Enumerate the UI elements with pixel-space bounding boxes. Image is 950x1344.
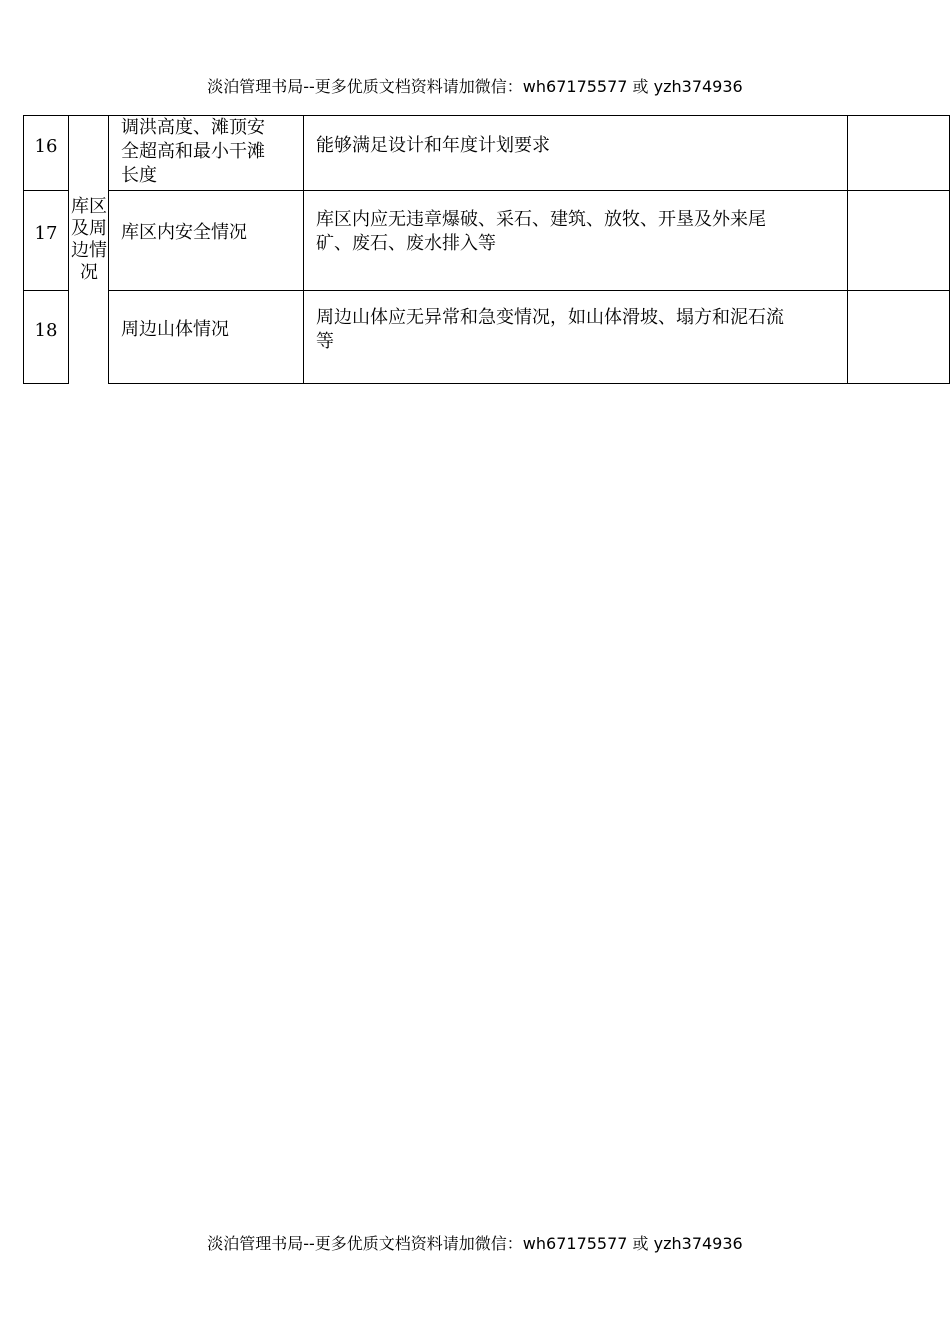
- row-item: [121, 221, 296, 245]
- row-divider-16-17-number: [23, 190, 69, 191]
- row-number: 18: [34, 320, 58, 341]
- table-border-bottom-number: [23, 383, 69, 384]
- item-line: 调洪高度、滩顶安: [121, 117, 265, 138]
- item-line: 库区内安全情况: [121, 222, 247, 243]
- inspection-table: [0, 0, 950, 400]
- requirement-line: 周边山体应无异常和急变情况，如山体滑坡、塌方和泥石流: [316, 307, 784, 328]
- row-number: 17: [34, 223, 58, 244]
- row-item: [121, 116, 296, 188]
- row-divider-16-17: [108, 190, 950, 191]
- column-divider-item: [303, 115, 304, 384]
- header-watermark: 淡泊管理书局--更多优质文档资料请加微信：wh67175577 或 yzh374936: [207, 77, 743, 96]
- requirement-line: 矿、废石、废水排入等: [316, 233, 496, 254]
- row-number: 16: [34, 136, 58, 157]
- row-divider-17-18-number: [23, 290, 69, 291]
- footer-watermark: 淡泊管理书局--更多优质文档资料请加微信：wh67175577 或 yzh374936: [207, 1234, 743, 1253]
- column-divider-requirement: [847, 115, 848, 384]
- item-line: 长度: [121, 165, 157, 186]
- item-line: 周边山体情况: [121, 319, 229, 340]
- row-requirement: [316, 134, 841, 158]
- requirement-line: 库区内应无违章爆破、采石、建筑、放牧、开垦及外来尾: [316, 209, 766, 230]
- row-requirement: [316, 306, 841, 354]
- group-label: 库区及周边情况: [71, 196, 107, 283]
- item-line: 全超高和最小干滩: [121, 141, 265, 162]
- row-divider-17-18: [108, 290, 950, 291]
- row-requirement: [316, 208, 841, 256]
- row-item: [121, 318, 296, 342]
- column-divider-group: [108, 115, 109, 384]
- requirement-line: 能够满足设计和年度计划要求: [316, 135, 550, 156]
- requirement-line: 等: [316, 331, 334, 352]
- table-border-bottom: [108, 383, 950, 384]
